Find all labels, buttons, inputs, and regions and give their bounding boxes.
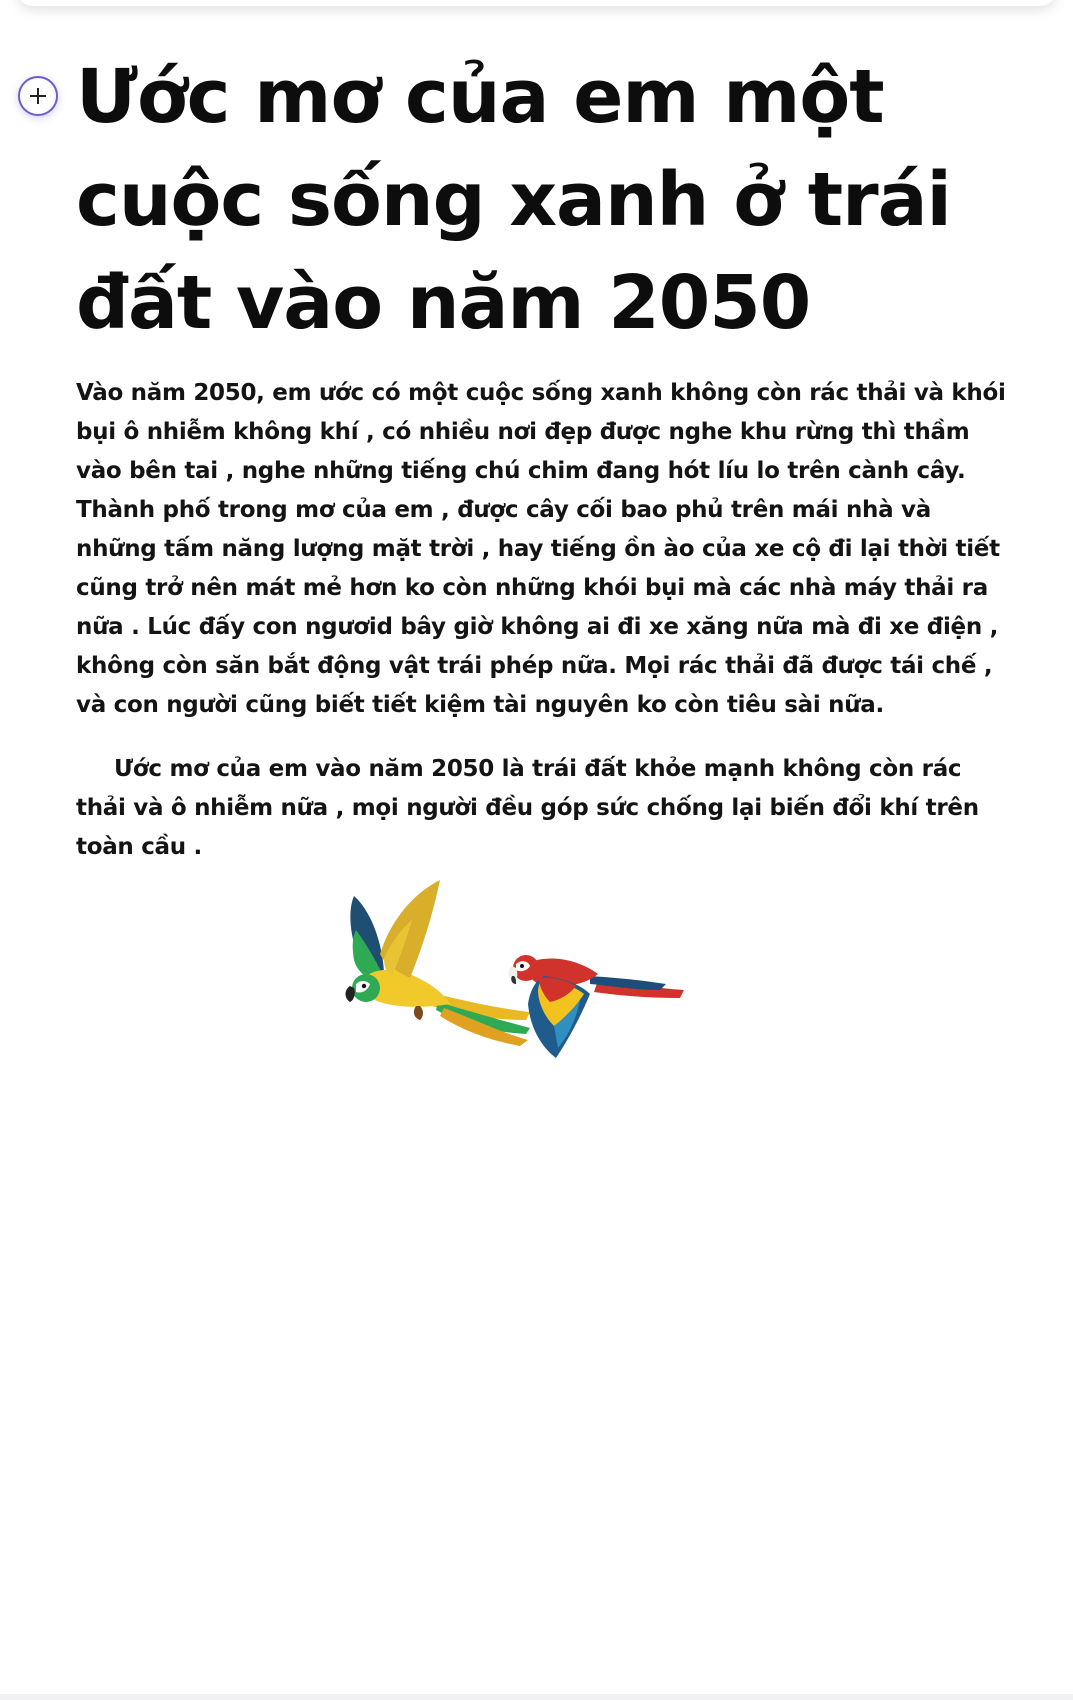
add-block-button[interactable]: [18, 76, 58, 116]
scarlet-macaw: [508, 955, 684, 1058]
blue-yellow-macaw: [346, 880, 531, 1046]
top-card: [18, 0, 1055, 6]
paragraph-1[interactable]: Vào năm 2050, em ước có một cuộc sống xanh không còn rác thải và khói bụi ô nhiễm không khí , có nhiều nơi đẹp được nghe khu rừng thì thầm vào bên tai , nghe những tiếng chú chim đang hót líu lo trên cành cây. Thành phố trong mơ của em , được cây cối bao phủ trên mái nhà và những tấm năng lượng mặt trời , hay tiếng ồn ào của xe cộ đi lại thời tiết cũng trở nên mát mẻ hơn ko còn những khói bụi mà các nhà máy thải ra nữa . Lúc đấy con ngươid bây giờ không ai đi xe xăng nữa mà đi xe điện , không còn săn bắt động vật trái phép nữa. Mọi rác thải đã được tái chế , và con người cũng biết tiết kiệm tài nguyên ko còn tiêu sài nữa.: [76, 380, 1006, 718]
parrots-illustration: [340, 880, 740, 1100]
bottom-divider: [0, 1694, 1073, 1700]
page-title[interactable]: Ước mơ của em một cuộc sống xanh ở trái đất vào năm 2050: [76, 54, 951, 346]
paragraph-2[interactable]: Ước mơ của em vào năm 2050 là trái đất khỏe mạnh không còn rác thải và ô nhiễm nữa , mọi người đều góp sức chống lại biến đổi khí trên toàn cầu .: [76, 756, 979, 860]
plus-icon: [27, 85, 49, 107]
